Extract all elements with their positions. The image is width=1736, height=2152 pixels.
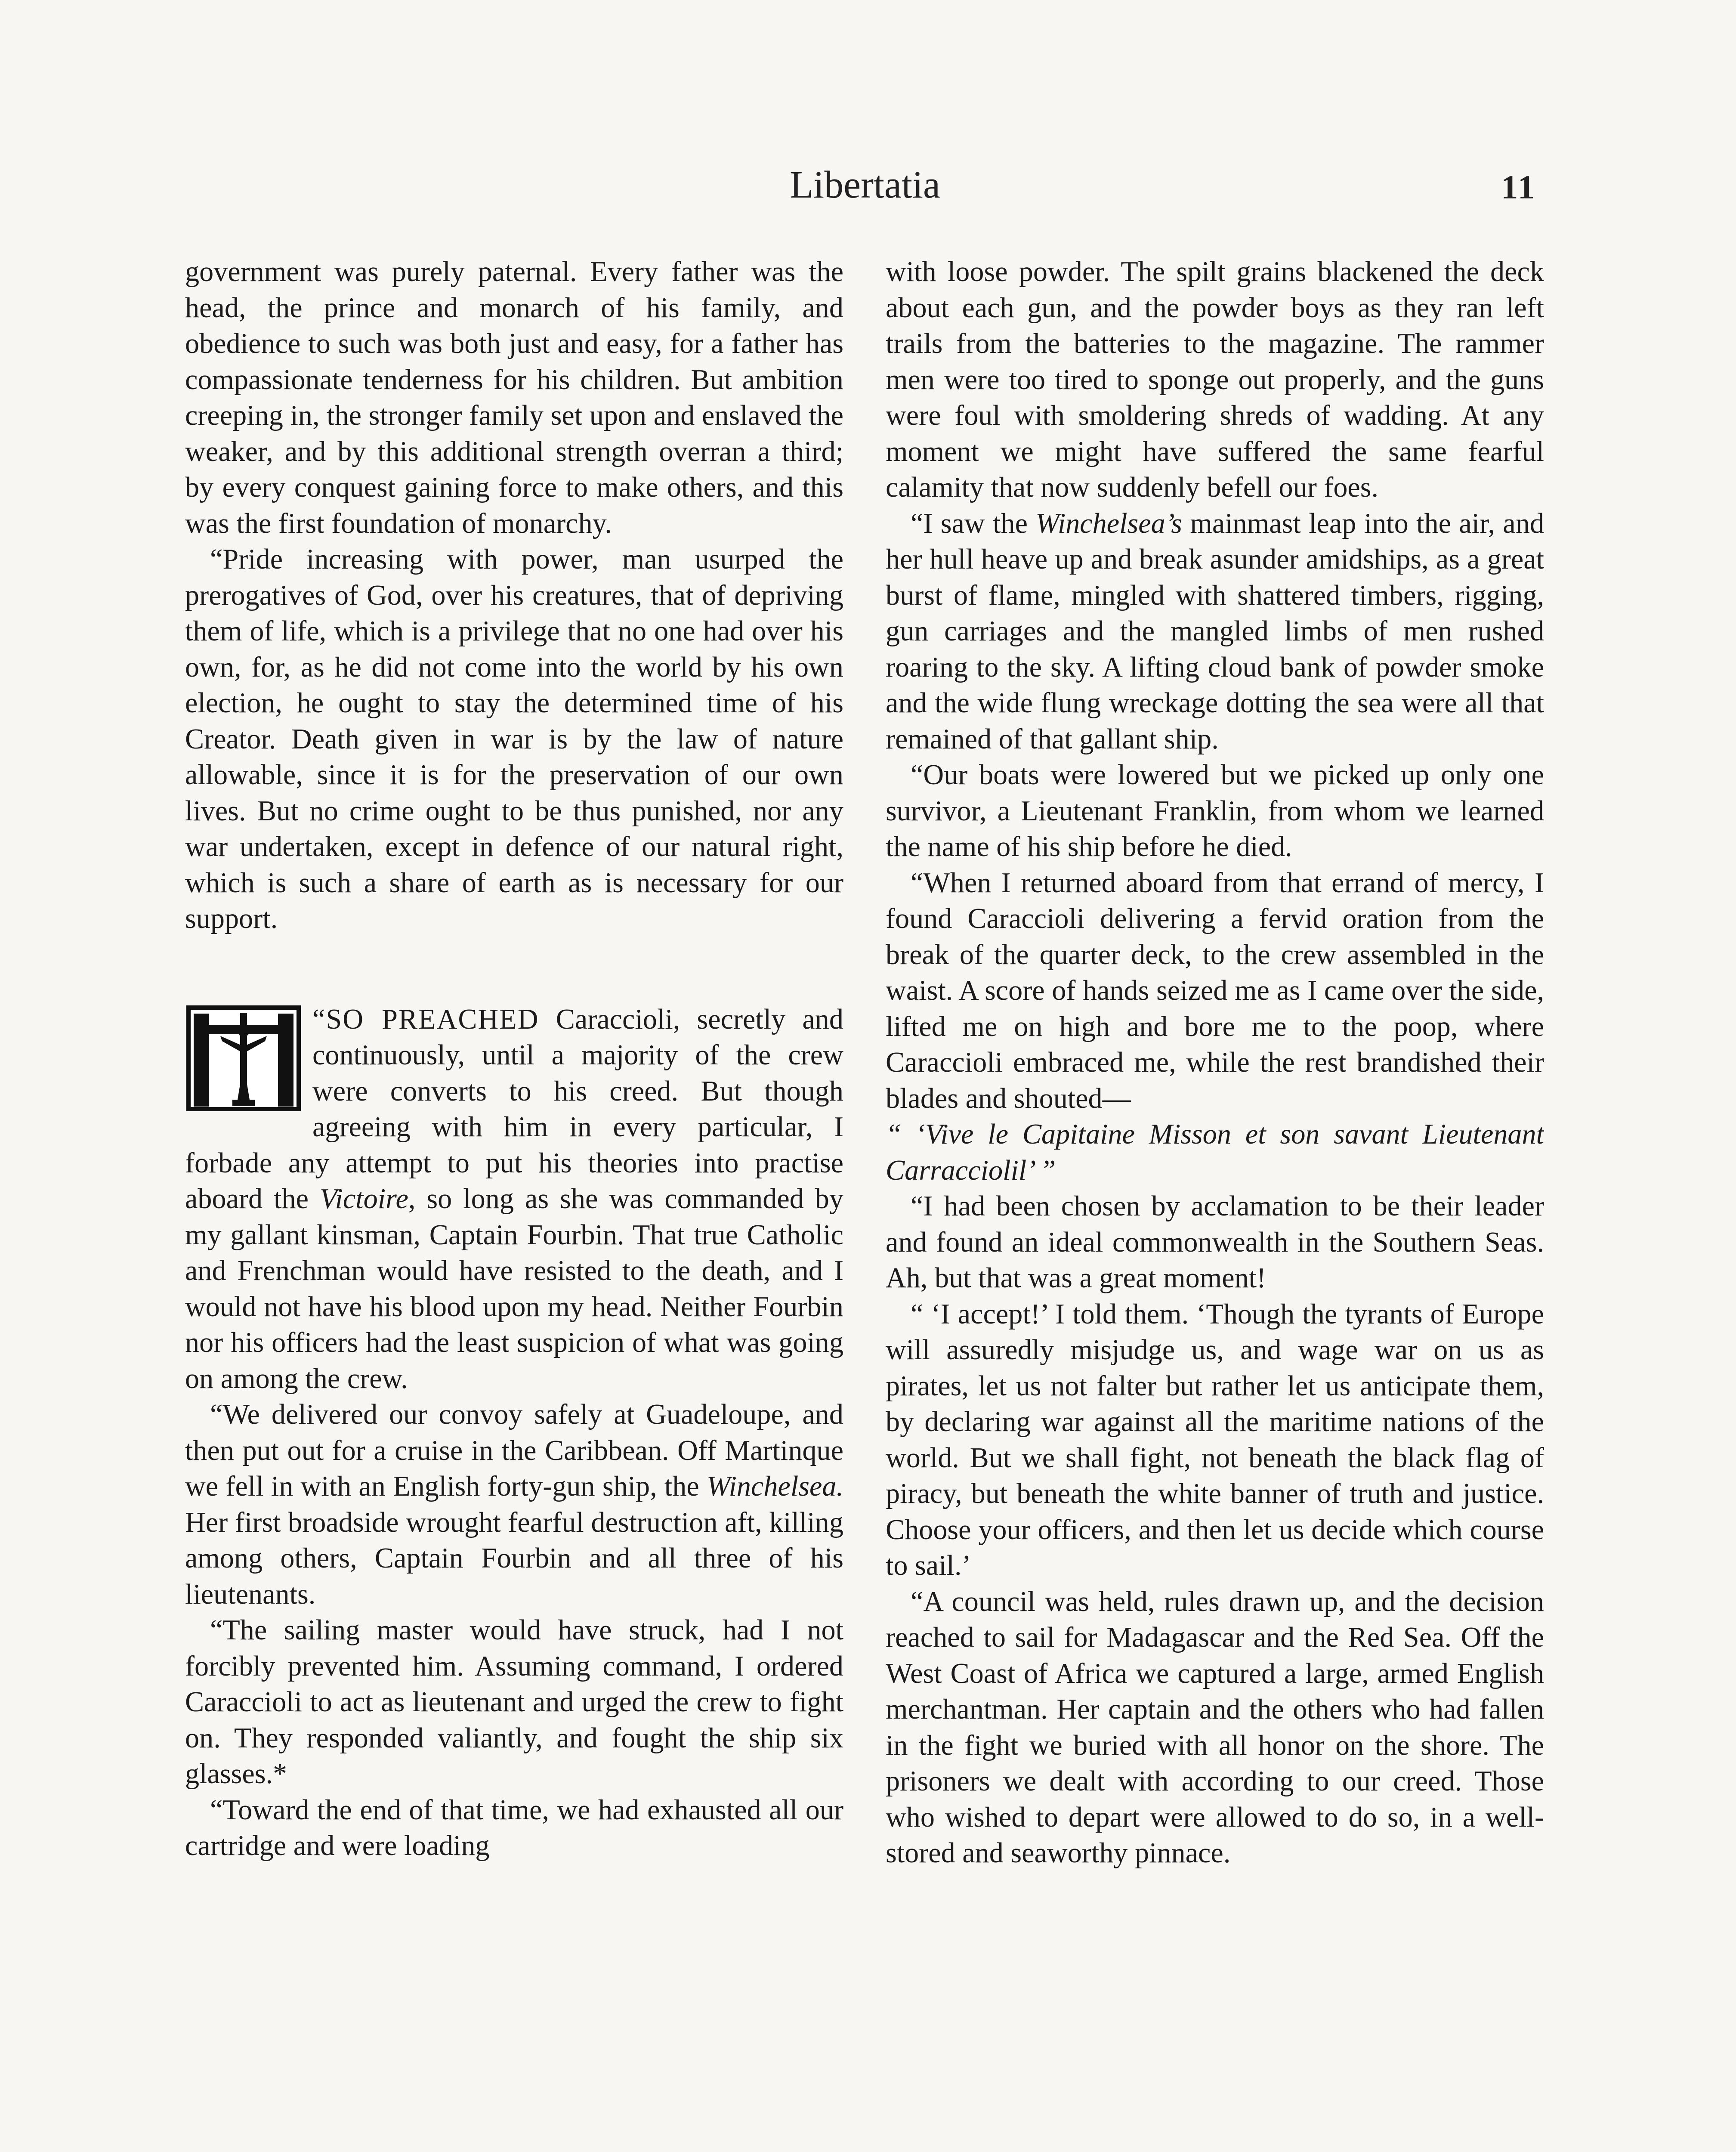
paragraph: “Toward the end of that time, we had exhausted all our cartridge and were loading (185, 1794, 843, 1861)
paragraph-text: “I saw the (911, 507, 1036, 539)
section-break (185, 937, 843, 1002)
paragraph-text: Caraccioli, secretly and continuously, until a majority of the crew were converts to his creed. But though agreeing with him in every particular, I forbade any attempt to put his theories into practise aboard the (185, 1003, 843, 1215)
paragraph: with loose powder. The spilt grains blackened the deck about each gun, and the powder boys as they ran left trails from the batteries to the magazine. The rammer men were too tired to sponge out properly, and the guns were foul with smoldering shreds of wadding. At any moment we might have suffered the same fearful calamity that now suddenly befell our foes. (886, 256, 1544, 503)
ship-name: Victoire (319, 1183, 408, 1215)
paragraph-with-dropcap (185, 1002, 843, 1397)
paragraph: “Our boats were lowered but we picked up only one survivor, a Lieutenant Franklin, from whom we learned the name of his ship before he died. (886, 759, 1544, 863)
paragraph-text: Her first broadside wrought fearful destruction aft, killing among others, Captain Fourbin and all three of his lieutenants. (185, 1506, 843, 1610)
paragraph: “I had been chosen by acclamation to be their leader and found an ideal commonwealth in the Southern Seas. Ah, but that was a great moment! (886, 1190, 1544, 1294)
running-head-title: Libertatia (790, 164, 940, 206)
paragraph-text: “We delivered our convoy safely at Guadeloupe, and then put out for a cruise in the Caribbean. Off Martinque we fell in with an English forty-gun ship, the (185, 1399, 843, 1502)
left-column (185, 254, 843, 2152)
ship-name: Winchelsea. (707, 1471, 843, 1502)
paragraph: “The sailing master would have struck, had I not forcibly prevented him. Assuming command, I ordered Caraccioli to act as lieutenant and urged the crew to fight on. They responded valiantly, and fought the ship six glasses.* (185, 1614, 843, 1790)
paragraph: “A council was held, rules drawn up, and the decision reached to sail for Madagascar and the Red Sea. Off the West Coast of Africa we captured a large, armed English merchantman. Her captain and the others who had fallen in the fight we buried with all honor on the shore. The prisoners we dealt with according to our creed. Those who wished to depart were allowed to do so, in a well-stored and seaworthy pinnace. (886, 1586, 1544, 1869)
crucifix-dropcap-icon (185, 1005, 302, 1112)
ship-name: Winchelsea’s (1035, 507, 1183, 539)
paragraph (185, 1397, 843, 1612)
quoted-cheer: “ ‘Vive le Capitaine Misson et son savant Lieutenant Carracciolil’ ” (886, 1119, 1544, 1186)
paragraph: government was purely paternal. Every father was the head, the prince and monarch of his family, and obedience to such was both just and easy, for a father has compassionate tenderness for his children. But ambition creeping in, the stronger family set upon and enslaved the weaker, and by this additional strength overran a third; by every conquest gaining force to make others, and this was the first foundation of monarchy. (185, 256, 843, 539)
paragraph: “ ‘I accept!’ I told them. ‘Though the tyrants of Europe will assuredly misjudge us, and wage war on us as pirates, let us not falter but rather let us anticipate them, by declaring war against all the maritime nations of the world. But we shall fight, not beneath the black flag of piracy, but beneath the white banner of truth and justice. Choose your officers, and then let us decide which course to sail.’ (886, 1298, 1544, 1581)
paragraph-text: mainmast leap into the air, and her hull heave up and break asunder amidships, as a great burst of flame, mingled with shattered timbers, rigging, gun carriages and the mangled limbs of men rushed roaring to the sky. A lifting cloud bank of powder smoke and the wide flung wreckage dotting the sea were all that remained of that gallant ship. (886, 507, 1544, 755)
paragraph-text: , so long as she was commanded by my gallant kinsman, Captain Fourbin. That true Catholic and Frenchman would have resisted to the death, and I would not have his blood upon my head. Neither Fourbin nor his officers had the least suspicion of what was going on among the crew. (185, 1183, 843, 1394)
paragraph: “When I returned aboard from that errand of mercy, I found Caraccioli delivering a fervid oration from the break of the quarter deck, to the crew assembled in the waist. A score of hands seized me as I came over the side, lifted me on high and bore me to the poop, where Caraccioli embraced me, while the rest brandished their blades and shouted— (886, 867, 1544, 1114)
paragraph: “Pride increasing with power, man usurped the prerogatives of God, over his creatures, that of depriving them of life, which is a privilege that no one had over his own, for, as he did not come into the world by his own election, he ought to stay the determined time of his Creator. Death given in war is by the law of nature allowable, since it is for the preservation of our own lives. But no crime ought to be thus punished, nor any war undertaken, except in defence of our natural right, which is such a share of earth as is necessary for our support. (185, 544, 843, 934)
right-column (886, 254, 1544, 2152)
opening-words: “SO PREACHED (312, 1003, 539, 1035)
paragraph (886, 506, 1544, 758)
page-number: 11 (1501, 168, 1536, 206)
